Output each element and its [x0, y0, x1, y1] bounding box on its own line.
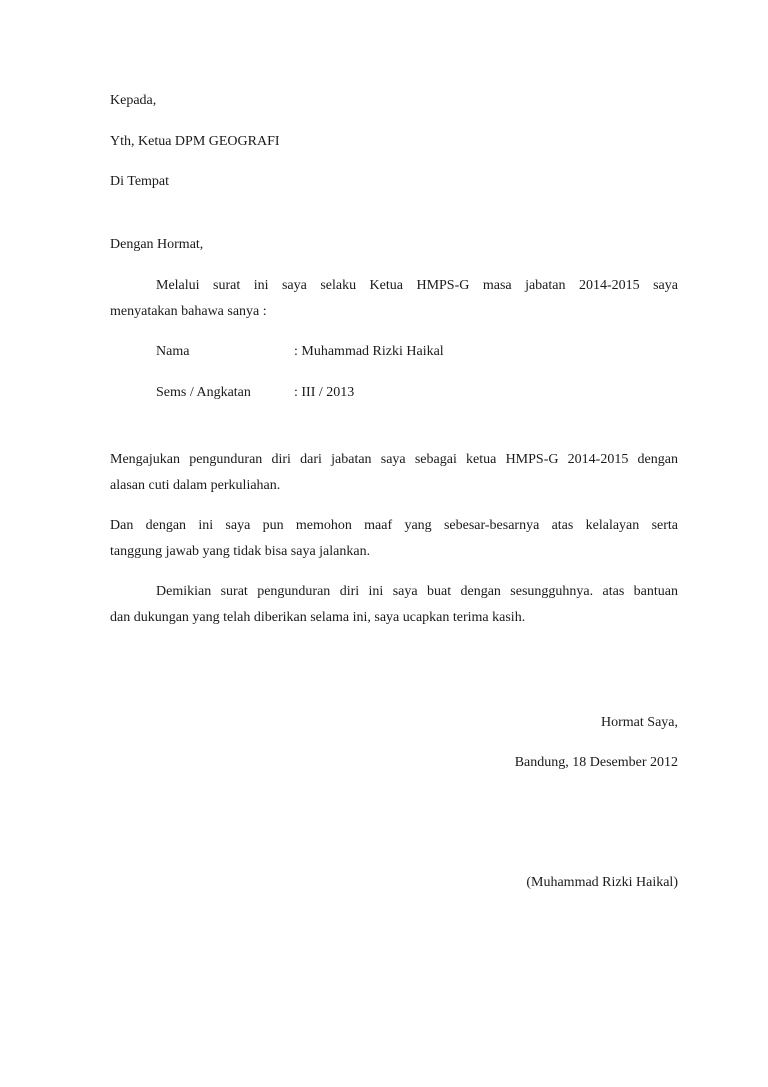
field-label-nama: Nama — [156, 344, 190, 359]
paragraph-2-line-2: tanggung jawab yang tidak bisa saya jalankan. — [110, 544, 371, 559]
field-label-sems: Sems / Angkatan — [156, 385, 251, 400]
intro-line-2: menyatakan bahawa sanya : — [110, 304, 267, 319]
closing-salutation: Hormat Saya, — [601, 715, 678, 730]
paragraph-3-line-2: dan dukungan yang telah diberikan selama ini, saya ucapkan terima kasih. — [110, 610, 526, 625]
field-value-nama: : Muhammad Rizki Haikal — [294, 344, 444, 359]
greeting-text: Dengan Hormat, — [110, 237, 204, 252]
paragraph-1-line-1: Mengajukan pengunduran diri dari jabatan saya sebagai ketua HMPS-G 2014-2015 dengan — [110, 452, 678, 467]
place-date: Bandung, 18 Desember 2012 — [514, 755, 678, 770]
paragraph-2-line-1: Dan dengan ini saya pun memohon maaf yang sebesar-besarnya atas kelalayan serta — [110, 518, 678, 533]
paragraph-3-line-1: Demikian surat pengunduran diri ini saya buat dengan sesungguhnya. atas bantuan — [156, 584, 678, 599]
paragraph-1-line-2: alasan cuti dalam perkuliahan. — [110, 478, 281, 493]
recipient-text: Yth, Ketua DPM GEOGRAFI — [110, 134, 280, 149]
field-value-sems: : III / 2013 — [294, 385, 355, 400]
location-text: Di Tempat — [110, 174, 170, 189]
kepada-text: Kepada, — [110, 93, 157, 108]
signature-name: (Muhammad Rizki Haikal) — [526, 875, 678, 890]
intro-line-1: Melalui surat ini saya selaku Ketua HMPS-G masa jabatan 2014-2015 saya — [156, 278, 678, 293]
